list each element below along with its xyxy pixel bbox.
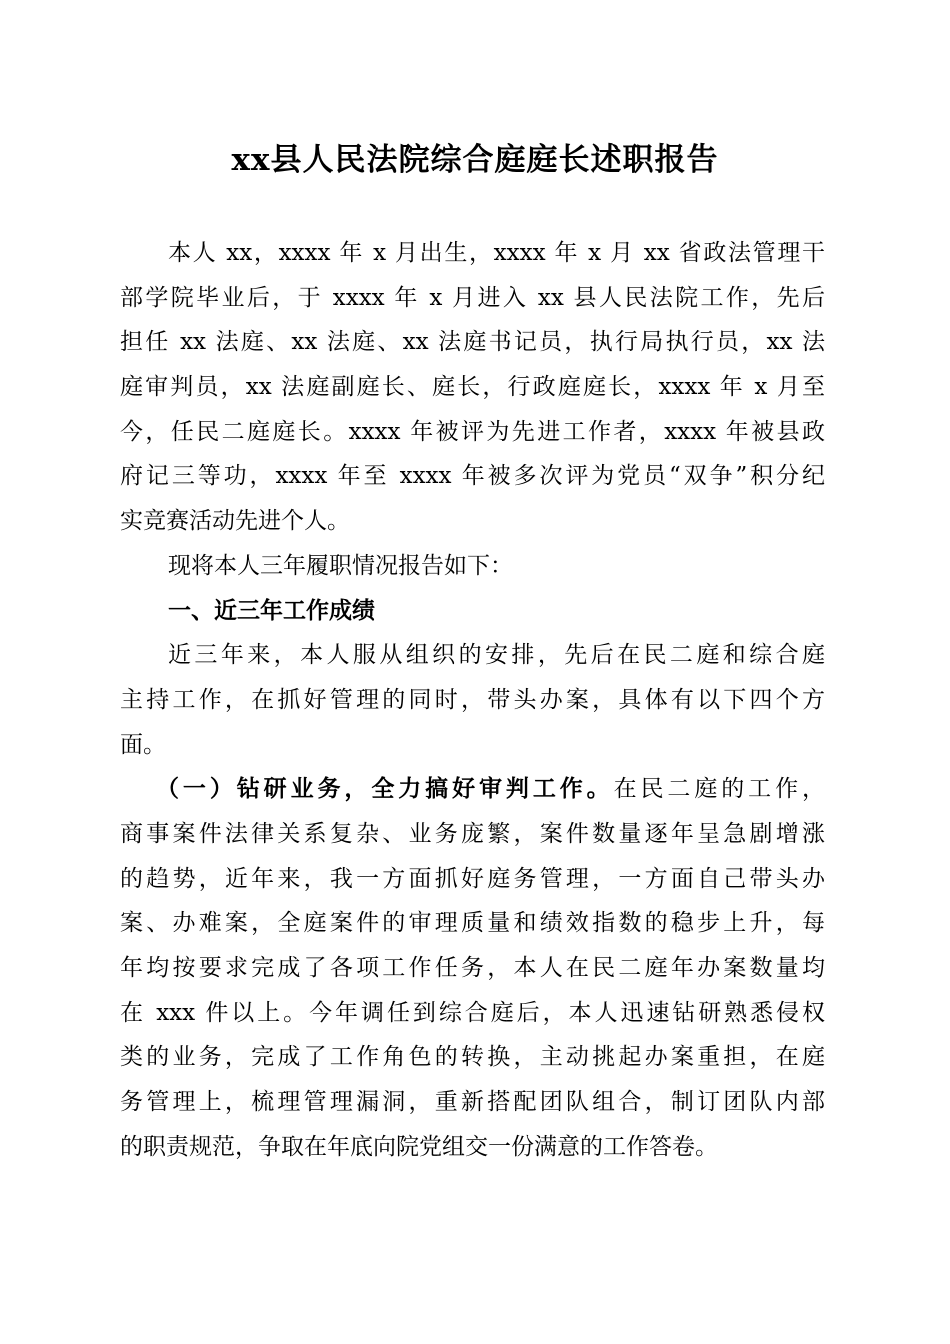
text-line: 案、办难案，全庭案件的审理质量和绩效指数的稳步上升，每 [120,910,825,937]
text-line: 类的业务，完成了工作角色的转换，主动挑起办案重担，在庭 [120,1044,825,1071]
text-line: 部学院毕业后，于 xxxx 年 x 月进入 xx 县人民法院工作，先后 [120,284,825,311]
paragraph-item-1 [120,767,825,1169]
document-title: xx县人民法院综合庭庭长述职报告 [231,142,719,178]
text-line: 现将本人三年履职情况报告如下： [168,552,513,579]
text-line [120,767,825,812]
text-line: 面。 [120,731,166,758]
text-line: 在 xxx 件以上。今年调任到综合庭后，本人迅速钻研熟悉侵权 [120,999,825,1026]
text-line: 府记三等功，xxxx 年至 xxxx 年被多次评为党员“双争”积分纪 [120,463,825,490]
heading-line: 一、近三年工作成绩 [168,597,375,624]
paragraph-summary [120,633,825,767]
text-span: 在民二庭的工作， [613,776,826,803]
text-line: 庭审判员，xx 法庭副庭长、庭长，行政庭庭长，xxxx 年 x 月至 [120,374,825,401]
text-line: 近三年来，本人服从组织的安排，先后在民二庭和综合庭 [168,642,825,669]
text-line: 商事案件法律关系复杂、业务庞繁，案件数量逐年呈急剧增涨 [120,820,825,847]
text-line: 担任 xx 法庭、xx 法庭、xx 法庭书记员，执行局执行员，xx 法 [120,329,825,356]
text-line: 年均按要求完成了各项工作任务，本人在民二庭年办案数量均 [120,955,825,981]
subheading: （一）钻研业务，全力搞好审判工作。 [156,775,614,803]
text-line: 实竞赛活动先进个人。 [120,508,350,535]
text-line: 的趋势，近年来，我一方面抓好庭务管理，一方面自己带头办 [120,865,825,892]
paragraph-intro [120,231,825,544]
text-line: 务管理上，梳理管理漏洞，重新搭配团队组合，制订团队内部 [120,1089,825,1116]
text-line: 主持工作，在抓好管理的同时，带头办案，具体有以下四个方 [120,686,825,713]
paragraph-report-lead [120,544,825,589]
text-line: 本人 xx，xxxx 年 x 月出生，xxxx 年 x 月 xx 省政法管理干 [168,240,825,266]
document-body [120,231,825,1169]
text-line: 今，任民二庭庭长。xxxx 年被评为先进工作者，xxxx 年被县政 [120,418,825,445]
section-heading [120,589,825,634]
text-line: 的职责规范，争取在年底向院党组交一份满意的工作答卷。 [120,1133,718,1160]
